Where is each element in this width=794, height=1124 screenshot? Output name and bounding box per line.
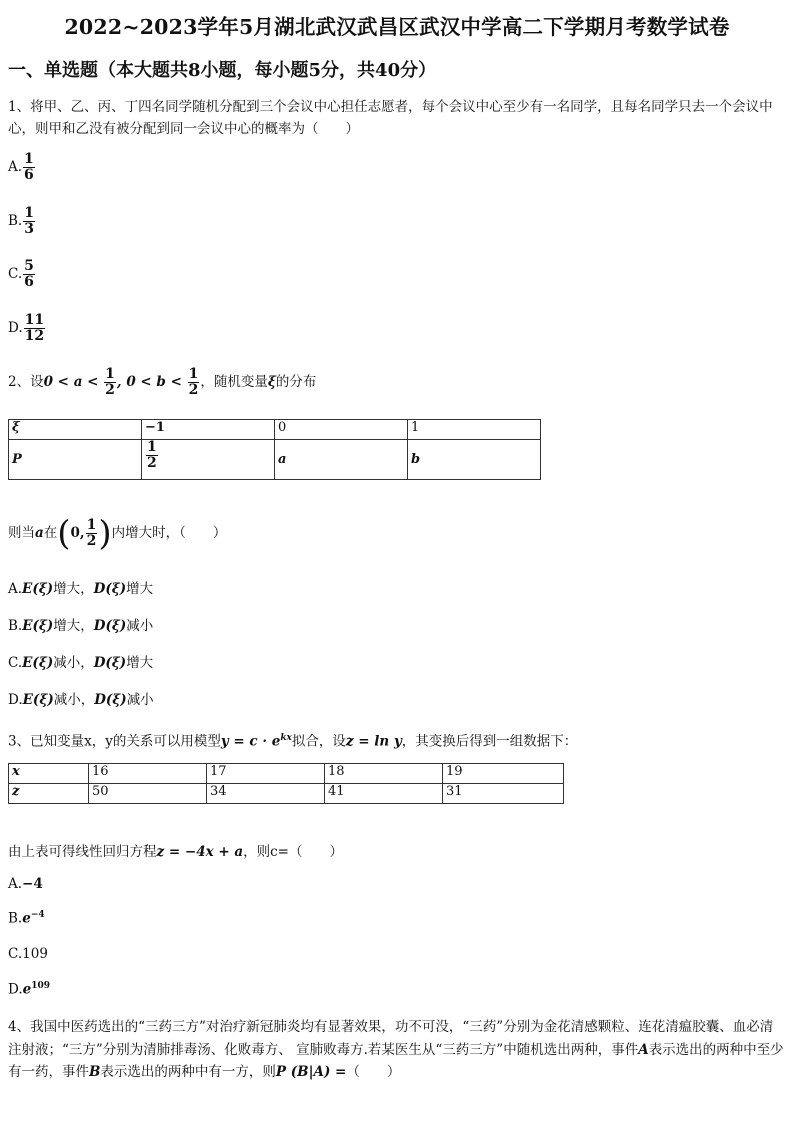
q3-regression-line: [8, 841, 343, 863]
then-suffix: 内增大时，（ ）: [111, 525, 227, 541]
table-cell: 16: [89, 764, 207, 784]
option-value: −4: [22, 876, 43, 892]
q1-option-c: [8, 259, 36, 290]
option-text: 增大，: [53, 618, 94, 634]
denominator: 12: [24, 328, 45, 344]
data-table: [8, 763, 564, 804]
option-exponent: −4: [30, 910, 45, 920]
q2-option-d: [8, 688, 154, 708]
table-row: [9, 764, 564, 784]
model-formula: y = c · e: [220, 733, 281, 750]
table-cell: 1: [408, 420, 541, 440]
numerator: 1: [86, 517, 97, 533]
table-cell: 18: [325, 764, 443, 784]
option-text: 减小，: [53, 692, 95, 708]
expectation: E(ξ): [22, 618, 54, 634]
q3-suffix: ，其变换后得到一组数据下：: [401, 733, 578, 750]
q2-option-c: [8, 651, 153, 671]
q2-condition-b: , 0 < b <: [116, 374, 187, 390]
option-text: 增大，: [53, 581, 94, 597]
table-cell: 31: [443, 784, 564, 804]
numerator: 1: [188, 366, 199, 382]
denominator: 2: [86, 533, 97, 549]
q1-option-d: [8, 313, 46, 344]
option-label: D.: [8, 320, 23, 336]
question-4-text: [8, 1016, 784, 1084]
question-3-text: [8, 727, 577, 753]
fraction: [146, 440, 158, 471]
model-exponent: kx: [280, 733, 292, 743]
denominator: 2: [105, 382, 115, 398]
option-label: C.: [8, 655, 23, 671]
table-cell: ξ: [9, 420, 142, 440]
right-paren: ): [98, 513, 112, 554]
q4-text-1: 4、我国中医药选出的“三药三方”对治疗新冠肺炎均有显著效果，功不可没，“三药”分别为金花清感颗粒、连花清瘟胶囊、血必清注射液；“三方”分别为清肺排毒汤、化败毒方、 宣肺败毒方.若某医生从“三药三方”中随机选出两种，事件: [8, 1019, 774, 1058]
table-cell: 19: [443, 764, 564, 784]
question-2-text: [8, 367, 316, 398]
q3-option-c: [8, 946, 48, 962]
numerator: 5: [24, 258, 34, 274]
q4-text-4: （ ）: [346, 1064, 401, 1080]
q2-prefix: 2、设: [8, 374, 44, 390]
q2-option-b: [8, 614, 153, 634]
regression-prefix: 由上表可得线性回归方程: [8, 844, 157, 860]
option-text: 减小: [126, 618, 154, 634]
q4-text-3: 表示选出的两种中有一方，则: [100, 1064, 276, 1080]
q3-option-a: [8, 876, 43, 892]
denominator: 6: [24, 274, 34, 290]
fraction: [23, 152, 35, 183]
variance: D(ξ): [94, 692, 127, 708]
then-in: 在: [43, 525, 58, 541]
q4-text-2: 表示选出的两种中至少有一药，事件: [8, 1041, 784, 1080]
option-label: A.: [8, 876, 23, 892]
fraction: [188, 367, 200, 398]
q2-suffix: ，随机变量: [200, 374, 268, 390]
table-row: [9, 784, 564, 804]
table-cell: x: [9, 764, 89, 784]
numerator: 1: [105, 366, 115, 382]
transform-formula: z = ln y: [345, 733, 402, 750]
option-label: A.: [8, 581, 23, 597]
regression-suffix: ，则c=（ ）: [243, 844, 343, 860]
section-heading: 一、单选题（本大题共8小题，每小题5分，共40分）: [8, 60, 437, 81]
q2-condition-line: [8, 513, 227, 554]
q3-mid: 拟合，设: [291, 733, 346, 750]
option-label: D.: [8, 692, 23, 708]
fraction: [23, 206, 35, 237]
expectation: E(ξ): [22, 655, 54, 671]
event-a: A: [638, 1041, 649, 1058]
table-cell: z: [9, 784, 89, 804]
option-text: 减小，: [53, 655, 94, 671]
table-row: [9, 420, 541, 440]
option-label: A.: [8, 159, 23, 175]
q2-option-a: [8, 577, 153, 597]
denominator: 3: [24, 221, 34, 237]
table-cell: 34: [207, 784, 325, 804]
distribution-table: [8, 419, 541, 480]
numerator: 1: [24, 205, 34, 221]
option-label: B.: [8, 213, 23, 229]
denominator: 6: [24, 167, 34, 183]
fraction: [23, 259, 35, 290]
interval-left: 0,: [70, 525, 85, 541]
regression-equation: z = −4x + a: [156, 844, 244, 860]
option-text: 减小: [126, 692, 154, 708]
variance: D(ξ): [93, 581, 127, 597]
fraction: [24, 313, 45, 344]
q3-option-d: [8, 981, 50, 998]
variance: D(ξ): [93, 618, 127, 634]
table-cell: a: [275, 440, 408, 480]
q3-prefix: 3、已知变量x，y的关系可以用模型: [8, 733, 221, 750]
q1-option-a: [8, 152, 36, 183]
table-cell: b: [408, 440, 541, 480]
option-exponent: 109: [31, 981, 51, 991]
numerator: 1: [147, 439, 157, 455]
table-cell: 41: [325, 784, 443, 804]
exam-title: 2022~2023学年5月湖北武汉武昌区武汉中学高二下学期月考数学试卷: [64, 15, 730, 39]
option-label: B.: [8, 618, 23, 634]
option-label: B.: [8, 910, 23, 927]
option-value: e: [22, 981, 32, 998]
table-cell: 17: [207, 764, 325, 784]
conditional-probability: P (B|A) =: [275, 1064, 347, 1080]
xi-symbol: ξ: [267, 374, 276, 390]
option-value: 109: [22, 946, 48, 962]
expectation: E(ξ): [22, 581, 54, 597]
fraction: [86, 518, 98, 549]
table-cell: [142, 440, 275, 480]
question-1-text: 1、将甲、乙、丙、丁四名同学随机分配到三个会议中心担任志愿者，每个会议中心至少有一名同学，且每名同学只去一个会议中心，则甲和乙没有被分配到同一会议中心的概率为（ ）: [8, 99, 773, 137]
q3-option-b: [8, 910, 45, 927]
q2-condition-a: 0 < a <: [43, 374, 104, 390]
option-text: 增大: [126, 581, 154, 597]
option-value: e: [22, 910, 31, 927]
q2-suffix2: 的分布: [275, 374, 317, 390]
denominator: 2: [188, 382, 199, 398]
fraction: [104, 367, 116, 398]
then-prefix: 则当: [8, 525, 35, 541]
table-cell: 0: [275, 420, 408, 440]
table-cell: P: [9, 440, 142, 480]
table-row: [9, 440, 541, 480]
variance: D(ξ): [93, 655, 127, 671]
option-text: 增大: [126, 655, 154, 671]
q1-option-b: [8, 206, 36, 237]
option-label: C.: [8, 266, 23, 282]
numerator: 1: [24, 151, 34, 167]
denominator: 2: [147, 455, 157, 471]
variable-a: a: [35, 525, 44, 541]
expectation: E(ξ): [22, 692, 54, 708]
event-b: B: [89, 1064, 101, 1080]
table-cell: 50: [89, 784, 207, 804]
table-cell: −1: [142, 420, 275, 440]
numerator: 11: [24, 312, 45, 328]
left-paren: (: [57, 513, 71, 554]
option-label: C.: [8, 946, 23, 962]
option-label: D.: [8, 981, 23, 998]
